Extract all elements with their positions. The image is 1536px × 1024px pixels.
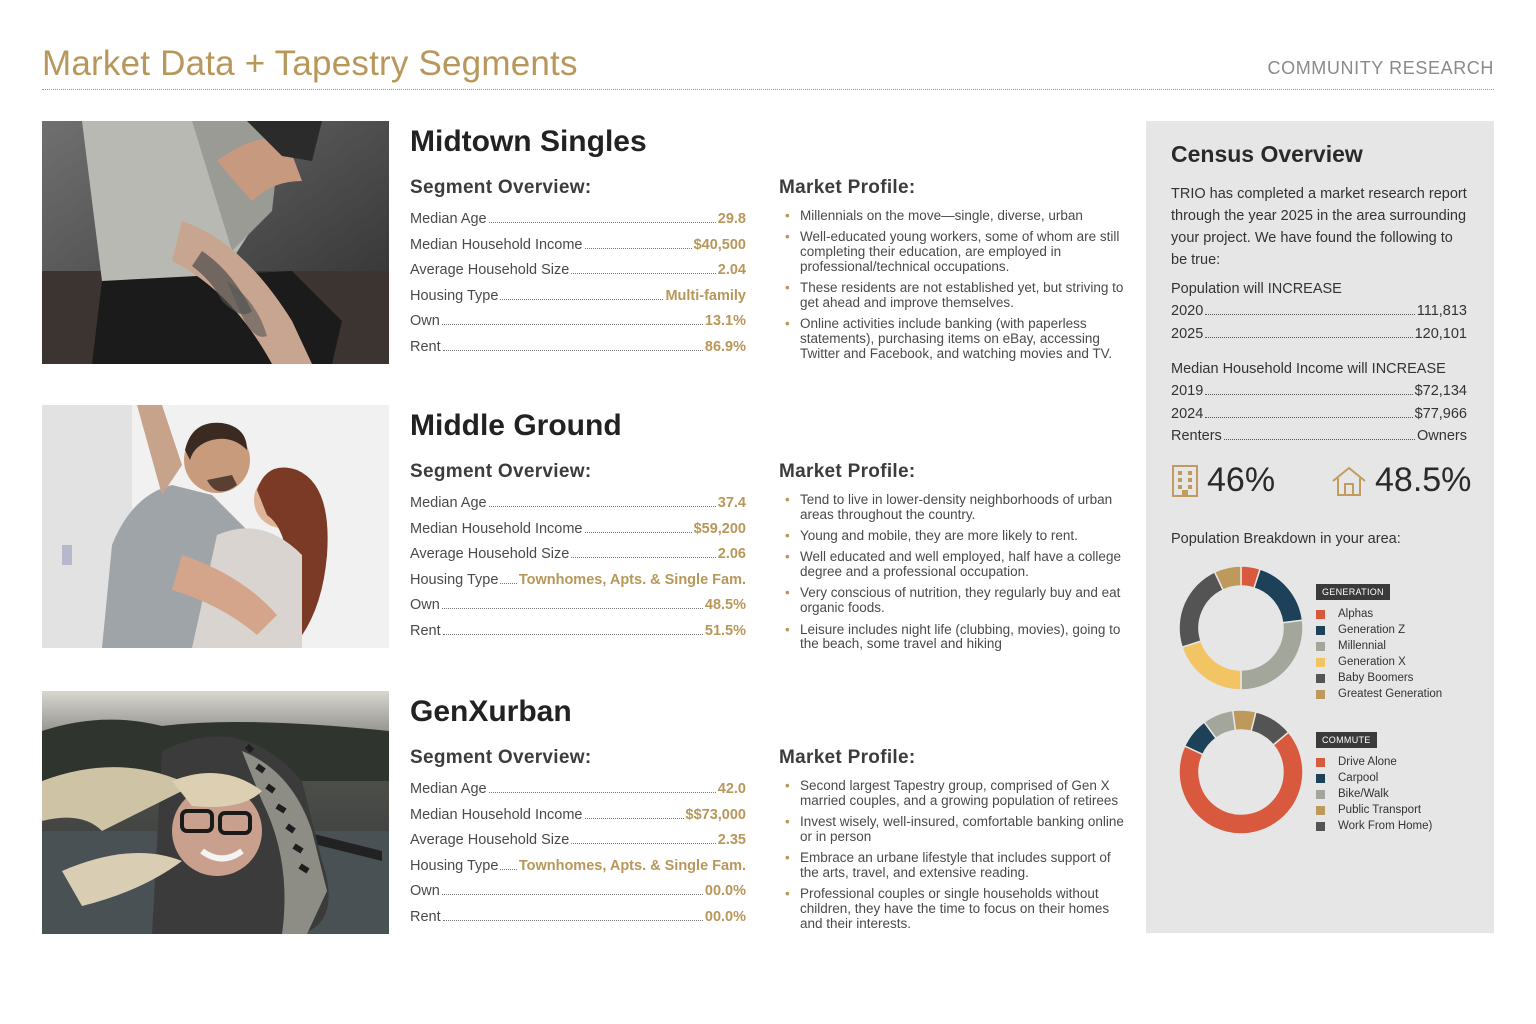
donut-slice-millennial [1241,620,1303,690]
segment-name: GenXurban [410,695,572,728]
stat-household-size [410,832,746,858]
stat-value: 2.35 [717,832,746,848]
bullet-icon: • [785,549,790,565]
stat-label: Rent [410,338,441,355]
bullet-icon: • [785,850,790,866]
leader-dots [443,634,703,635]
segment-genxurban [42,691,1132,941]
legend-item [1316,606,1442,622]
population-heading: Population will INCREASE [1171,281,1342,297]
population-row [1171,303,1467,319]
segment-overview-title: Segment Overview: [410,461,592,482]
leader-dots [442,894,703,895]
leader-dots [1224,439,1415,440]
stat-label: Median Age [410,495,487,511]
page-title: Market Data + Tapestry Segments [42,44,578,83]
segment-photo-couple [42,405,389,648]
stat-value: 2.04 [717,262,746,278]
bullet-icon: • [785,528,790,544]
row-value: 120,101 [1414,326,1467,342]
leader-dots [500,869,516,870]
legend-swatch [1316,822,1325,831]
segment-midtown-singles [42,121,1132,371]
stat-rent [410,909,746,935]
market-profile-item [785,623,1125,653]
legend-swatch [1316,610,1325,619]
market-profile-item [785,779,1125,809]
market-profile-title: Market Profile: [779,177,916,198]
tenure-row [1171,428,1467,444]
stat-value: 42.0 [717,781,746,797]
market-profile-item [785,281,1125,311]
leader-dots [443,350,703,351]
bullet-icon: • [785,814,790,830]
stat-label: Average Household Size [410,546,570,562]
stat-own [410,883,746,909]
donut-slice-generation-z [1254,569,1303,623]
bullet-icon: • [785,492,790,507]
market-profile-item [785,529,1125,544]
market-profile-title: Market Profile: [779,461,916,482]
bullet-icon: • [785,316,790,332]
stat-median-income [410,521,746,547]
market-profile-text: Invest wisely, well-insured, comfortable banking online or in person [800,814,1124,844]
segment-name: Middle Ground [410,409,622,442]
bullet-icon: • [785,280,790,296]
stat-value: $59,200 [693,520,746,537]
bullet-icon: • [785,886,790,902]
income-row [1171,383,1467,399]
market-profile-text: These residents are not established yet, but striving to get ahead and improve themselves. [800,280,1124,310]
stat-value: $$73,000 [685,806,746,823]
market-profile-text: Well educated and well employed, half have a college degree and a professional occupation. [800,549,1121,580]
stat-label: Own [410,597,440,613]
stat-own [410,313,746,339]
row-value: $77,966 [1414,406,1467,422]
generation-legend [1316,582,1442,702]
legend-label: Greatest Generation [1338,688,1443,700]
legend-label: Carpool [1338,772,1379,784]
owners-stat [1331,461,1471,500]
segment-name: Midtown Singles [410,125,647,158]
income-heading: Median Household Income will INCREASE [1171,361,1446,377]
legend-swatch [1316,690,1325,699]
leader-dots [585,818,684,819]
segment-photo-woman-wind [42,691,389,934]
row-value: 111,813 [1416,303,1467,319]
legend-item [1316,622,1442,638]
market-profile-text: Well-educated young workers, some of whom are still completing their education, are employed in professional/technical occupations. [800,229,1120,274]
leader-dots [489,792,716,793]
leader-dots [500,299,663,300]
breakdown-label: Population Breakdown in your area: [1171,531,1401,547]
legend-swatch [1316,626,1325,635]
stat-value: 37.4 [717,495,746,511]
stat-label: Median Age [410,211,487,227]
bullet-icon: • [785,621,790,637]
stat-label: Rent [410,908,441,925]
page-header [42,40,1494,90]
leader-dots [585,248,692,249]
population-row [1171,326,1467,342]
legend-swatch [1316,642,1325,651]
stat-value: 00.0% [704,883,746,899]
stat-label: Housing Type [410,571,499,588]
market-profile-text: Tend to live in lower-density neighborhoods of urban areas throughout the country. [800,492,1113,522]
stat-label: Average Household Size [410,262,570,278]
market-profile-text: Very conscious of nutrition, they regularly buy and eat organic foods. [800,585,1121,616]
bullet-icon: • [785,208,790,223]
donut-slice-generation-x [1182,641,1241,690]
leader-dots [1205,417,1412,418]
owners-percent: 48.5% [1375,461,1472,499]
stat-value: 00.0% [704,908,746,925]
renters-stat [1171,461,1275,500]
stat-value: 2.06 [717,546,746,562]
row-value: $72,134 [1414,383,1467,399]
apartment-building-icon [1171,464,1199,498]
bullet-icon: • [785,229,790,245]
legend-title: GENERATION [1316,584,1390,600]
legend-label: Public Transport [1338,804,1422,816]
bullet-icon: • [785,585,790,601]
market-profile-text: Young and mobile, they are more likely to rent. [800,528,1078,544]
legend-item [1316,818,1432,834]
legend-label: Generation X [1338,656,1406,668]
market-profile-item [785,815,1125,845]
stat-label: Housing Type [410,857,499,874]
legend-label: Millennial [1338,640,1386,652]
bullet-icon: • [785,778,790,793]
leader-dots [489,506,716,507]
legend-label: Generation Z [1338,624,1406,636]
stat-label: Own [410,313,440,329]
legend-label: Baby Boomers [1338,672,1414,684]
market-profile-text: Professional couples or single households without children, they have the time to focus on their homes and their interests. [800,886,1110,931]
segment-middle-ground [42,405,1132,655]
renters-label: Renters [1171,428,1222,444]
stat-household-size [410,262,746,288]
legend-swatch [1316,774,1325,783]
stat-label: Own [410,883,440,899]
stat-label: Median Household Income [410,520,583,537]
row-label: 2020 [1171,303,1204,319]
market-profile-list [785,493,1125,659]
generation-donut-chart [1176,563,1306,693]
market-profile-item [785,317,1125,361]
commute-donut-chart [1176,707,1306,837]
leader-dots [571,273,715,274]
segment-photo-man-tattoo [42,121,389,364]
leader-dots [571,557,715,558]
market-profile-item [785,851,1125,881]
market-profile-text: Leisure includes night life (clubbing, movies), going to the beach, some travel and hiking [800,621,1121,652]
legend-items [1316,754,1432,834]
leader-dots [442,608,703,609]
leader-dots [489,222,716,223]
commute-legend [1316,730,1432,834]
stat-median-age [410,781,746,807]
leader-dots [571,843,715,844]
stat-value: 48.5% [704,597,746,613]
stat-label: Housing Type [410,287,499,304]
stat-value: 13.1% [704,313,746,329]
stat-rent [410,339,746,365]
stat-label: Average Household Size [410,832,570,848]
legend-swatch [1316,758,1325,767]
stat-rent [410,623,746,649]
leader-dots [1205,394,1412,395]
stat-housing-type [410,288,746,314]
stat-value: Multi-family [665,287,746,304]
segment-stats [410,781,746,934]
segment-stats [410,211,746,364]
leader-dots [443,920,703,921]
legend-label: Bike/Walk [1338,788,1389,800]
legend-item [1316,686,1442,702]
legend-swatch [1316,674,1325,683]
house-icon [1331,465,1367,497]
row-label: 2024 [1171,406,1204,422]
market-profile-item [785,493,1125,523]
stat-housing-type [410,572,746,598]
census-overview-panel [1146,121,1494,933]
stat-value: 51.5% [704,622,746,639]
legend-item [1316,802,1432,818]
stat-label: Median Age [410,781,487,797]
stat-label: Rent [410,622,441,639]
market-profile-text: Millennials on the move—single, diverse, urban [800,208,1083,223]
market-profile-list [785,779,1125,938]
row-label: 2019 [1171,383,1204,399]
stat-label: Median Household Income [410,236,583,253]
market-profile-item [785,586,1125,616]
leader-dots [585,532,692,533]
legend-item [1316,638,1442,654]
stat-median-age [410,211,746,237]
census-intro: TRIO has completed a market research report through the year 2025 in the area surrounding your project. We have found the following to be true: [1171,186,1467,268]
legend-label: Drive Alone [1338,756,1397,768]
legend-swatch [1316,790,1325,799]
stat-own [410,597,746,623]
legend-label: Alphas [1338,608,1374,620]
segment-overview-title: Segment Overview: [410,747,592,768]
segment-stats [410,495,746,648]
legend-label: Work From Home) [1338,820,1433,832]
stat-value: Townhomes, Apts. & Single Fam. [518,571,746,588]
market-profile-text: Second largest Tapestry group, comprised of Gen X married couples, and a growing population of retirees [800,778,1119,808]
donut-slice-baby-boomers [1179,572,1223,647]
legend-item [1316,770,1432,786]
leader-dots [500,583,516,584]
stat-median-age [410,495,746,521]
market-profile-item [785,550,1125,580]
leader-dots [1205,337,1412,338]
row-label: 2025 [1171,326,1204,342]
stat-household-size [410,546,746,572]
market-profile-item [785,209,1125,224]
legend-item [1316,754,1432,770]
legend-swatch [1316,658,1325,667]
leader-dots [442,324,703,325]
segment-overview-title: Segment Overview: [410,177,592,198]
owners-label: Owners [1417,428,1467,444]
legend-item [1316,654,1442,670]
market-profile-title: Market Profile: [779,747,916,768]
legend-item [1316,670,1442,686]
section-label: COMMUNITY RESEARCH [1267,58,1494,78]
stat-label: Median Household Income [410,806,583,823]
market-profile-item [785,230,1125,274]
stat-median-income [410,807,746,833]
legend-items [1316,606,1442,702]
market-profile-text: Embrace an urbane lifestyle that includes support of the arts, travel, and extensive reading. [800,850,1111,880]
legend-swatch [1316,806,1325,815]
stat-value: Townhomes, Apts. & Single Fam. [518,857,746,874]
income-row [1171,406,1467,422]
stat-median-income [410,237,746,263]
renters-percent: 46% [1207,461,1276,499]
legend-item [1316,786,1432,802]
legend-title: COMMUTE [1316,732,1377,748]
leader-dots [1205,314,1414,315]
market-profile-list [785,209,1125,368]
market-profile-item [785,887,1125,931]
stat-value: $40,500 [693,236,746,253]
census-title: Census Overview [1171,141,1363,167]
stat-value: 29.8 [717,211,746,227]
stat-housing-type [410,858,746,884]
market-profile-text: Online activities include banking (with paperless statements), purchasing items on eBay, accessing Twitter and Facebook, and watching movies and TV. [800,316,1113,361]
stat-value: 86.9% [704,338,746,355]
